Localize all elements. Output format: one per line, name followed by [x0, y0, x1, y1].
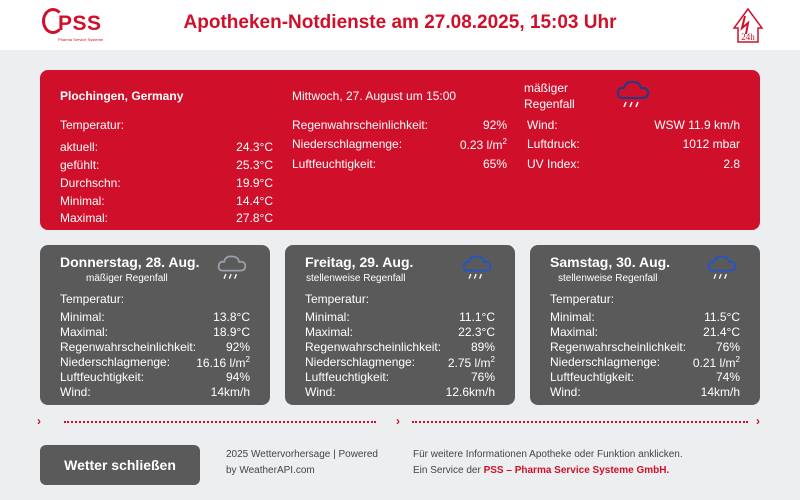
forecast-row-min: Minimal: 11.5°C — [550, 310, 740, 324]
forecast-row-rain-prob: Regenwahrscheinlichkeit: 89% — [305, 340, 495, 354]
rain-cloud-icon — [461, 253, 493, 283]
condition-line-2: Regenfall — [524, 97, 575, 111]
dotted-divider — [412, 421, 748, 423]
chevron-right-icon[interactable]: › — [756, 414, 760, 428]
location-label: Plochingen, Germany — [60, 89, 184, 103]
forecast-row-max: Maximal: 18.9°C — [60, 325, 250, 339]
temp-row-average: Durchschn: 19.9°C — [60, 176, 273, 190]
condition-line-1: mäßiger — [524, 81, 569, 95]
temperature-heading: Temperatur: — [60, 292, 125, 306]
header-bar — [0, 0, 800, 50]
forecast-row-precip: Niederschlagmenge: 16.16 $l/m^2$ — [60, 355, 250, 370]
forecast-condition: mäßiger Regenfall — [86, 273, 168, 284]
temperature-heading: Temperatur: — [60, 118, 125, 132]
current-weather-panel — [40, 70, 760, 230]
close-weather-button[interactable]: Wetter schließen — [40, 445, 200, 485]
forecast-row-rain-prob: Regenwahrscheinlichkeit: 76% — [550, 340, 740, 354]
forecast-day-title: Donnerstag, 28. Aug. — [60, 254, 200, 270]
forecast-condition: stellenweise Regenfall — [306, 273, 406, 284]
forecast-row-max: Maximal: 22.3°C — [305, 325, 495, 339]
forecast-row-max: Maximal: 21.4°C — [550, 325, 740, 339]
forecast-row-humidity: Luftfeuchtigkeit: 74% — [550, 370, 740, 384]
temp-row-current: aktuell: 24.3°C — [60, 140, 273, 154]
forecast-row-rain-prob: Regenwahrscheinlichkeit: 92% — [60, 340, 250, 354]
forecast-datetime: Mittwoch, 27. August um 15:00 — [292, 89, 457, 103]
forecast-row-wind: Wind: 14km/h — [60, 385, 250, 399]
forecast-row-precip: Niederschlagmenge: 2.75 $l/m^2$ — [305, 355, 495, 370]
humidity-row: Luftfeuchtigkeit: 65% — [292, 157, 507, 171]
chevron-right-icon[interactable]: › — [37, 414, 41, 428]
forecast-row-humidity: Luftfeuchtigkeit: 94% — [60, 370, 250, 384]
badge-label: 24h — [741, 32, 755, 42]
uv-index-row: UV Index: 2.8 — [527, 157, 740, 171]
temp-row-minimum: Minimal: 14.4°C — [60, 194, 273, 208]
precipitation-row: Niederschlagmenge: 0.23 $l/m^2$ — [292, 137, 507, 152]
forecast-row-min: Minimal: 13.8°C — [60, 310, 250, 324]
forecast-row-wind: Wind: 14km/h — [550, 385, 740, 399]
forecast-day-title: Samstag, 30. Aug. — [550, 254, 671, 270]
temperature-heading: Temperatur: — [305, 292, 370, 306]
24h-emergency-icon — [728, 6, 768, 46]
rain-cloud-icon — [615, 78, 651, 112]
forecast-card-friday[interactable] — [285, 245, 515, 405]
forecast-day-title: Freitag, 29. Aug. — [305, 254, 414, 270]
forecast-row-wind: Wind: 12.6km/h — [305, 385, 495, 399]
forecast-card-saturday[interactable] — [530, 245, 760, 405]
forecast-condition: stellenweise Regenfall — [558, 273, 658, 284]
logo-subtitle: Pharma Service Systeme — [58, 37, 104, 42]
forecast-row-precip: Niederschlagmenge: 0.21 $l/m^2$ — [550, 355, 740, 370]
temperature-heading: Temperatur: — [550, 292, 615, 306]
weather-credits: 2025 Wettervorhersage | Powered by WeatherAPI.com — [226, 449, 378, 476]
rain-cloud-icon — [216, 253, 248, 283]
forecast-card-thursday[interactable] — [40, 245, 270, 405]
page-title: Apotheken-Notdienste am 27.08.2025, 15:03 Uhr — [183, 12, 617, 33]
pressure-row: Luftdruck: 1012 mbar — [527, 137, 740, 151]
pss-brand-link: PSS – Pharma Service Systeme GmbH. — [483, 465, 670, 476]
temp-row-feels-like: gefühlt: 25.3°C — [60, 158, 273, 172]
dotted-divider — [64, 421, 376, 423]
rain-probability-row: Regenwahrscheinlichkeit: 92% — [292, 118, 507, 132]
info-text: Für weitere Informationen Apotheke oder Funktion anklicken. Ein Service der PSS – Pharma Service Systeme GmbH. — [413, 449, 683, 476]
rain-cloud-icon — [706, 253, 738, 283]
temp-row-maximum: Maximal: 27.8°C — [60, 211, 273, 225]
chevron-right-icon[interactable]: › — [396, 414, 400, 428]
forecast-row-min: Minimal: 11.1°C — [305, 310, 495, 324]
forecast-row-humidity: Luftfeuchtigkeit: 76% — [305, 370, 495, 384]
logo-text: PSS — [58, 12, 102, 35]
wind-row: Wind: WSW 11.9 km/h — [527, 118, 740, 132]
